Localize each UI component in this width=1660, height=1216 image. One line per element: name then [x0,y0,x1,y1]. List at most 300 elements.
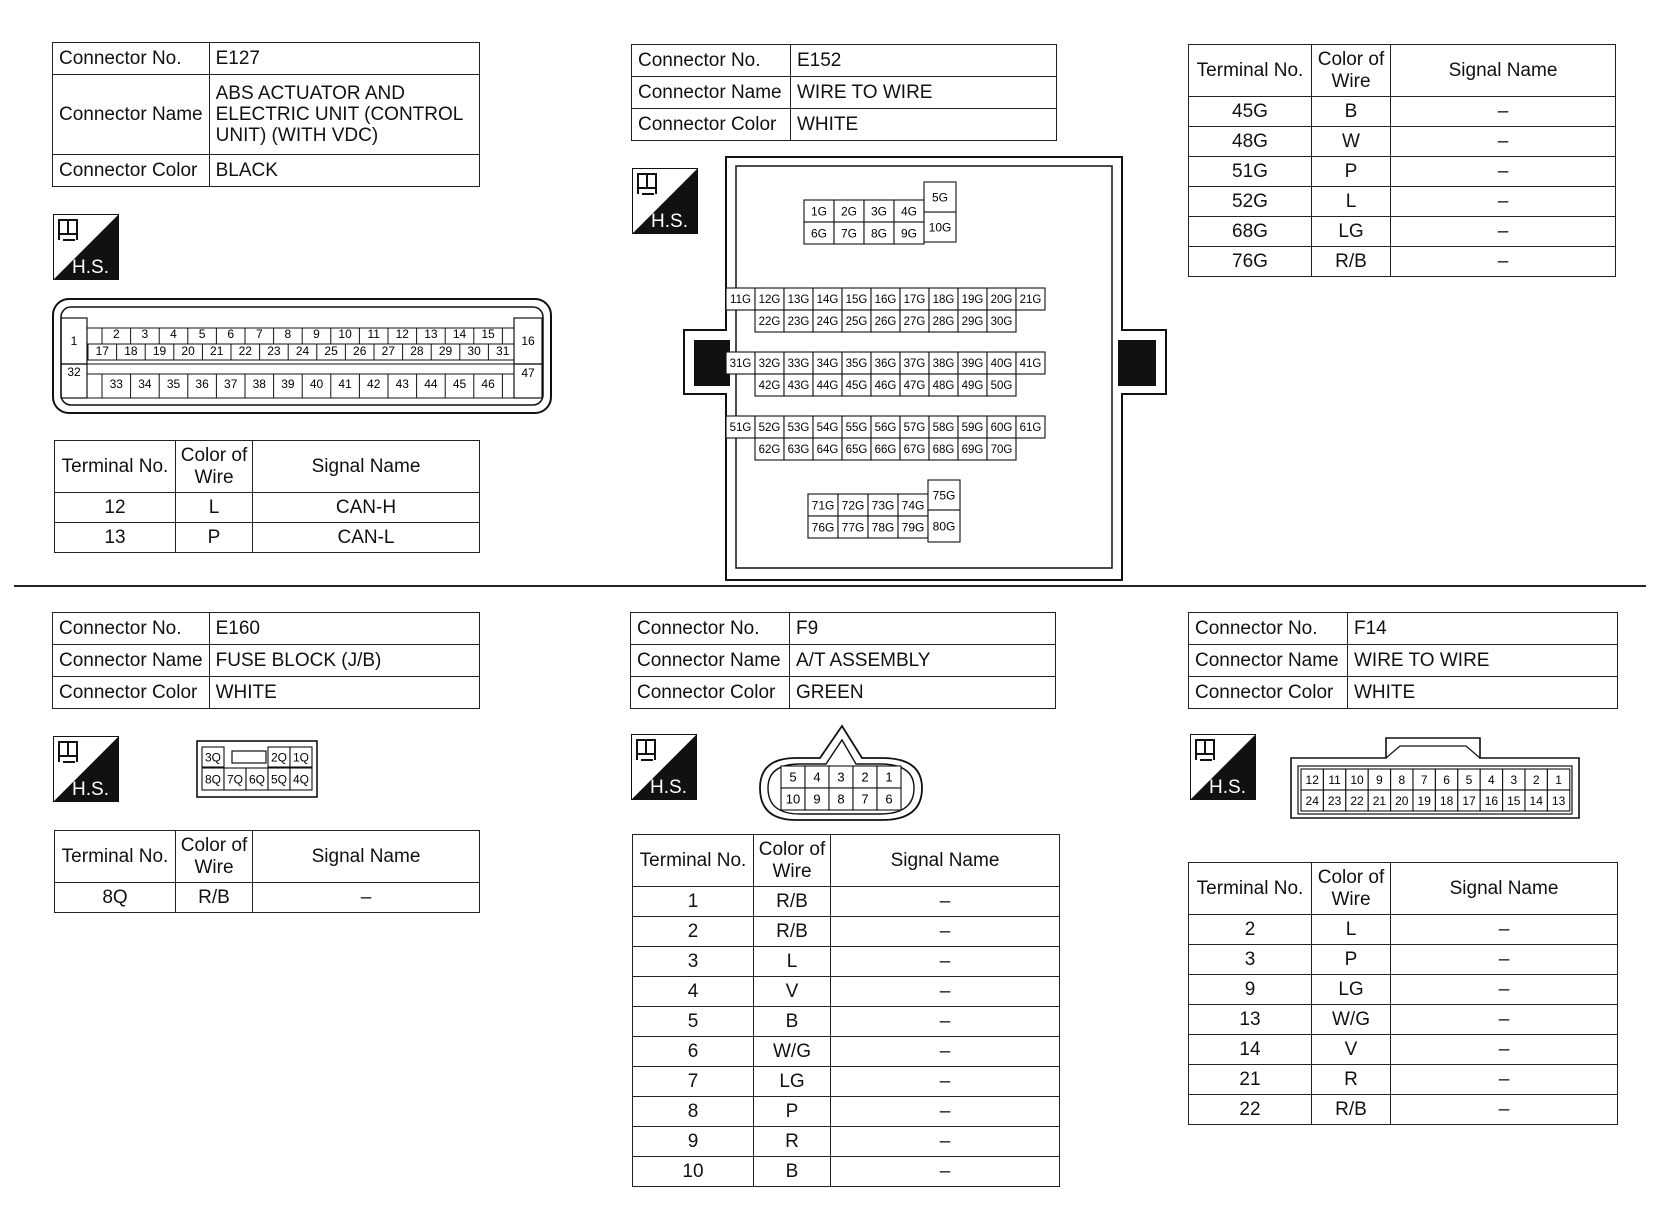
terminal-number: 51G [1189,157,1312,187]
connector-no-label: Connector No. [53,613,210,645]
pin-label: 13G [787,294,810,307]
e160-terminal-table [54,830,480,913]
pin-label: 80G [932,519,956,534]
terminal-row [1189,187,1616,217]
pin-label: 4 [1488,772,1495,787]
pin-label: 16G [874,294,897,307]
pin-label: 74G [901,498,925,513]
pin-label: 28 [410,344,424,358]
pin-label: 57G [903,422,926,435]
signal-name: – [831,977,1060,1007]
pin-label: 40 [309,377,324,391]
pin-label: 7G [840,226,858,241]
terminal-row [1189,97,1616,127]
connector-color-value: WHITE [209,677,479,709]
signal-name: – [1391,127,1616,157]
terminal-row [633,1067,1060,1097]
terminal-number: 52G [1189,187,1312,217]
pin-label: 23G [787,316,810,329]
connector-color-label: Connector Color [631,677,790,709]
signal-name: – [831,1127,1060,1157]
wire-color: P [1312,157,1391,187]
connector-no-label: Connector No. [1189,613,1348,645]
pin-label: 5G [931,190,949,205]
pin-label: 7 [255,327,263,341]
pin-label: 38 [252,377,266,391]
pin-label: 61G [1019,422,1042,435]
terminal-number: 8Q [55,883,176,913]
pin-label: 46 [481,377,495,391]
pin-label: 5Q [270,772,288,787]
signal-name: – [1391,157,1616,187]
f9-connector-face [758,724,924,822]
connector-no-value: F9 [790,613,1056,645]
pin-label: 5 [789,769,797,785]
harness-side-icon [1190,734,1256,800]
terminal-number: 7 [633,1067,754,1097]
terminal-row [633,1037,1060,1067]
pin-label: 3Q [204,750,222,765]
pin-label: 28G [932,316,955,329]
pin-label: 14G [816,294,839,307]
signal-name: – [831,917,1060,947]
connector-no-label: Connector No. [632,45,791,77]
signal-name-header: Signal Name [1391,863,1618,915]
signal-name: – [1391,1095,1618,1125]
pin-label: 2 [112,327,120,341]
svg-text:H.S.: H.S. [72,779,109,800]
terminal-number: 2 [633,917,754,947]
signal-name-header: Signal Name [1391,45,1616,97]
pin-label: 31G [729,358,752,371]
terminal-row [633,887,1060,917]
pin-label: 6 [1443,772,1450,787]
pin-label: 1Q [292,750,310,765]
connector-color-value: BLACK [209,155,479,187]
terminal-row [1189,1065,1618,1095]
wire-color: B [1312,97,1391,127]
signal-name: – [831,887,1060,917]
pin-label: 54G [816,422,839,435]
wire-color: L [176,493,253,523]
wire-color: W [1312,127,1391,157]
signal-name: – [1391,247,1616,277]
pin-label: 18 [124,344,138,358]
signal-name: – [1391,217,1616,247]
pin-label: 19 [152,344,167,358]
signal-name: CAN-H [253,493,480,523]
signal-name: – [1391,1065,1618,1095]
pin-label: 31 [496,344,510,358]
pin-label: 43G [787,380,810,393]
pin-label: 8Q [204,772,222,787]
terminal-number: 13 [1189,1005,1312,1035]
connector-name-label: Connector Name [53,645,210,677]
pin-label: 49G [961,380,984,393]
pin-label: 42 [367,377,381,391]
pin-label: 3 [837,769,845,785]
pin-label: 14 [1529,793,1543,808]
signal-name-header: Signal Name [831,835,1060,887]
pin-label: 26G [874,316,897,329]
connector-color-value: WHITE [1348,677,1618,709]
terminal-row [1189,915,1618,945]
section-divider [14,585,1646,587]
pin-label: 10G [928,220,952,235]
signal-name: – [1391,1005,1618,1035]
pin-label: 6G [810,226,828,241]
pin-label: 20 [1395,793,1409,808]
svg-text:H.S.: H.S. [651,211,688,232]
wire-color-header: Color of Wire [176,831,253,883]
pin-label: 64G [816,444,839,457]
svg-text:32: 32 [67,365,81,379]
pin-label: 26 [353,344,367,358]
connector-color-label: Connector Color [1189,677,1348,709]
connector-no-value: E160 [209,613,479,645]
pin-label: 68G [932,444,955,457]
terminal-row [55,883,480,913]
wire-color: V [754,977,831,1007]
connector-name-label: Connector Name [632,77,791,109]
pin-label: 42G [758,380,781,393]
terminal-number: 1 [633,887,754,917]
connector-color-label: Connector Color [53,155,210,187]
signal-name: – [831,1007,1060,1037]
pin-label: 27 [381,344,395,358]
pin-label: 44 [424,377,438,391]
connector-name-label: Connector Name [631,645,790,677]
pin-label: 8 [837,791,845,807]
terminal-number: 68G [1189,217,1312,247]
pin-label: 22 [238,344,252,358]
pin-label: 23 [1327,793,1342,808]
terminal-number: 45G [1189,97,1312,127]
pin-label: 9 [313,327,320,341]
pin-label: 5 [198,327,206,341]
wire-color: P [176,523,253,553]
pin-label: 34 [138,377,152,391]
terminal-header: Terminal No. [1189,45,1312,97]
terminal-row [633,1007,1060,1037]
pin-label: 78G [871,520,895,535]
wire-color: L [1312,187,1391,217]
connector-name-label: Connector Name [1189,645,1348,677]
signal-name: – [1391,97,1616,127]
signal-name: – [1391,187,1616,217]
pin-label: 9 [1376,772,1383,787]
e127-info-table [52,42,480,187]
wire-color: B [754,1007,831,1037]
signal-name: – [1391,975,1618,1005]
terminal-row [1189,127,1616,157]
signal-name: – [831,947,1060,977]
pin-label: 6Q [248,772,266,787]
f14-connector-face [1290,736,1580,820]
signal-name: – [831,1157,1060,1187]
pin-label: 72G [841,498,865,513]
pin-label: 3 [1510,772,1518,787]
pin-label: 24G [816,316,839,329]
pin-label: 71G [811,498,835,513]
pin-label: 43 [395,377,409,391]
signal-name: – [1391,1035,1618,1065]
e152-connector-face [682,156,1172,582]
connector-color-label: Connector Color [632,109,791,141]
connector-name-label: Connector Name [53,75,210,155]
pin-label: 46G [874,380,897,393]
pin-label: 18 [1439,793,1454,808]
pin-label: 77G [841,520,865,535]
connector-name-value: A/T ASSEMBLY [790,645,1056,677]
pin-label: 1 [885,769,893,785]
wire-color: L [754,947,831,977]
terminal-row [1189,945,1618,975]
terminal-header: Terminal No. [1189,863,1312,915]
terminal-header: Terminal No. [55,831,176,883]
signal-name: – [831,1097,1060,1127]
pin-label: 65G [845,444,868,457]
terminal-row [1189,975,1618,1005]
svg-text:H.S.: H.S. [72,257,109,278]
pin-label: 40G [990,358,1013,371]
pin-label: 53G [787,422,810,435]
pin-label: 41G [1019,358,1042,371]
terminal-number: 2 [1189,915,1312,945]
pin-label: 2Q [270,750,288,765]
wire-color-header: Color of Wire [1312,863,1391,915]
wire-color: R/B [176,883,253,913]
pin-label: 2 [861,769,869,785]
pin-label: 73G [871,498,895,513]
pin-label: 45 [452,377,467,391]
pin-label: 60G [990,422,1013,435]
pin-label: 35 [166,377,181,391]
pin-label: 8G [870,226,888,241]
terminal-number: 22 [1189,1095,1312,1125]
pin-label: 11G [730,294,751,307]
svg-text:47: 47 [521,366,535,380]
wire-color: R/B [1312,1095,1391,1125]
e152-info-table [631,44,1057,141]
terminal-number: 3 [633,947,754,977]
pin-label: 3 [141,327,149,341]
wire-color: R [1312,1065,1391,1095]
pin-label: 27G [903,316,926,329]
signal-name: – [1391,945,1618,975]
pin-label: 5 [1465,772,1473,787]
f9-terminal-table [632,834,1060,1187]
pin-label: 10 [785,791,801,807]
signal-name: – [1391,915,1618,945]
signal-name-header: Signal Name [253,831,480,883]
pin-label: 19 [1417,793,1431,808]
pin-label: 63G [787,444,810,457]
terminal-row [55,523,480,553]
signal-name: – [831,1067,1060,1097]
signal-name-header: Signal Name [253,441,480,493]
pin-label: 29G [961,316,984,329]
f14-terminal-table [1188,862,1618,1125]
pin-label: 76G [811,520,835,535]
f9-info-table [630,612,1056,709]
terminal-header: Terminal No. [55,441,176,493]
terminal-row [633,917,1060,947]
pin-label: 15 [1507,793,1521,808]
terminal-row [1189,157,1616,187]
pin-label: 3G [870,204,888,219]
pin-label: 8 [284,327,292,341]
pin-label: 4Q [292,772,310,787]
connector-no-value: E127 [209,43,479,75]
terminal-row [633,947,1060,977]
terminal-number: 12 [55,493,176,523]
pin-label: 19G [961,294,984,307]
pin-label: 22G [758,316,781,329]
terminal-row [1189,1095,1618,1125]
pin-label: 32G [758,358,781,371]
pin-label: 38G [932,358,955,371]
pin-label: 8 [1398,772,1406,787]
pin-label: 20G [990,294,1013,307]
terminal-row [633,1157,1060,1187]
pin-label: 24 [295,344,310,358]
pin-label: 33 [109,377,123,391]
pin-label: 9 [813,791,821,807]
wire-color: V [1312,1035,1391,1065]
connector-color-value: GREEN [790,677,1056,709]
harness-side-icon [53,736,119,802]
pin-label: 15 [481,327,495,341]
connector-color-value: WHITE [791,109,1057,141]
terminal-number: 76G [1189,247,1312,277]
pin-label: 12 [395,327,409,341]
pin-label: 44G [816,380,839,393]
svg-text:1: 1 [70,334,78,348]
pin-label: 17 [95,344,109,358]
pin-label: 36G [874,358,897,371]
pin-label: 21 [210,344,224,358]
pin-label: 7 [1420,772,1428,787]
pin-label: 47G [903,380,926,393]
pin-label: 17G [903,294,926,307]
connector-no-label: Connector No. [53,43,210,75]
wire-color: R/B [754,917,831,947]
pin-label: 21 [1372,793,1387,808]
pin-label: 41 [338,377,352,391]
svg-text:H.S.: H.S. [1209,777,1246,798]
pin-label: 62G [758,444,781,457]
terminal-header: Terminal No. [633,835,754,887]
pin-label: 2 [1532,772,1540,787]
pin-label: 14 [452,327,467,341]
terminal-number: 4 [633,977,754,1007]
pin-label: 6 [227,327,235,341]
wire-color: B [754,1157,831,1187]
harness-side-icon [631,734,697,800]
signal-name: CAN-L [253,523,480,553]
pin-label: 50G [990,380,1013,393]
pin-label: 66G [874,444,897,457]
pin-label: 11 [1328,772,1341,787]
pin-label: 17 [1462,793,1476,808]
wire-color-header: Color of Wire [176,441,253,493]
pin-label: 56G [874,422,897,435]
pin-label: 75G [932,488,956,503]
terminal-row [633,1097,1060,1127]
pin-label: 11 [367,327,380,341]
terminal-row [1189,217,1616,247]
pin-label: 20 [181,344,195,358]
svg-text:16: 16 [521,334,535,348]
pin-label: 13 [424,327,438,341]
pin-label: 25G [845,316,868,329]
pin-label: 21G [1019,294,1042,307]
pin-label: 55G [845,422,868,435]
pin-label: 4G [900,204,918,219]
pin-label: 59G [961,422,984,435]
wire-color: R/B [1312,247,1391,277]
e127-terminal-table [54,440,480,553]
pin-label: 10 [338,327,352,341]
pin-label: 29 [438,344,453,358]
pin-label: 79G [901,520,925,535]
pin-label: 48G [932,380,955,393]
terminal-row [1189,1035,1618,1065]
pin-label: 9G [900,226,918,241]
wire-color: R [754,1127,831,1157]
connector-no-label: Connector No. [631,613,790,645]
terminal-number: 9 [1189,975,1312,1005]
pin-label: 1G [810,204,828,219]
pin-label: 70G [990,444,1013,457]
terminal-number: 13 [55,523,176,553]
signal-name: – [253,883,480,913]
wire-color: LG [754,1067,831,1097]
pin-label: 25 [324,344,338,358]
pin-label: 51G [729,422,752,435]
pin-label: 7Q [226,772,244,787]
pin-label: 12 [1305,772,1319,787]
pin-label: 2G [840,204,858,219]
pin-label: 16 [1484,793,1499,808]
f14-info-table [1188,612,1618,709]
wire-color-header: Color of Wire [1312,45,1391,97]
pin-label: 7 [861,791,869,807]
terminal-number: 8 [633,1097,754,1127]
pin-label: 30 [467,344,481,358]
harness-side-icon [53,214,119,280]
connector-name-value: WIRE TO WIRE [791,77,1057,109]
pin-label: 35G [845,358,868,371]
pin-label: 37G [903,358,926,371]
pin-label: 33G [787,358,810,371]
pin-label: 30G [990,316,1013,329]
connector-color-label: Connector Color [53,677,210,709]
e152-terminal-table [1188,44,1616,277]
pin-label: 23 [267,344,281,358]
e160-info-table [52,612,480,709]
e127-connector-face [52,298,552,414]
connector-name-value: FUSE BLOCK (J/B) [209,645,479,677]
pin-label: 52G [758,422,781,435]
wire-color: LG [1312,975,1391,1005]
terminal-row [55,493,480,523]
pin-label: 39 [281,377,295,391]
pin-label: 24 [1305,793,1319,808]
connector-name-value: WIRE TO WIRE [1348,645,1618,677]
terminal-row [633,977,1060,1007]
